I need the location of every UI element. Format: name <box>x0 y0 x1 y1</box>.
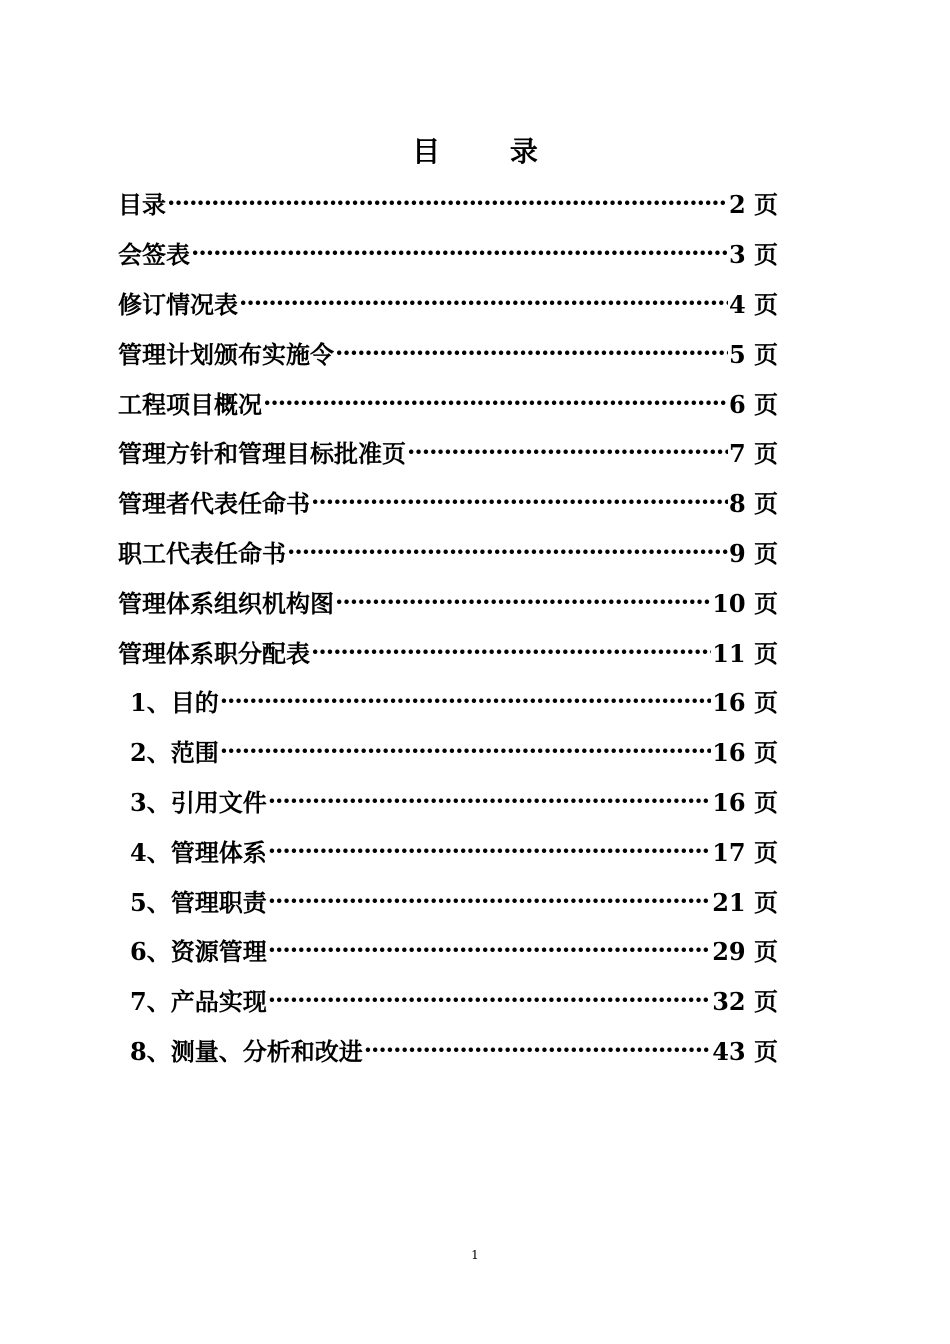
toc-entry-label: 7、产品实现 <box>130 987 267 1017</box>
toc-entry[interactable] <box>118 925 778 975</box>
toc-entry-page: 6 页 <box>728 389 778 419</box>
toc-entry-page: 17 页 <box>712 837 778 867</box>
toc-dot-leader <box>268 985 712 1014</box>
toc-entry[interactable] <box>118 427 778 477</box>
toc-entry[interactable] <box>118 377 778 427</box>
toc-entry-page: 43 页 <box>712 1036 778 1066</box>
toc-entry-page: 10 页 <box>712 588 778 618</box>
toc-entry[interactable] <box>118 776 778 826</box>
toc-dot-leader <box>407 437 728 466</box>
toc-entry-label: 管理者代表任命书 <box>118 489 310 519</box>
toc-entry-label: 3、引用文件 <box>130 787 267 817</box>
toc-entry-page: 3 页 <box>728 240 778 270</box>
toc-entry[interactable] <box>118 875 778 925</box>
toc-entry-label: 管理体系职分配表 <box>118 638 310 668</box>
toc-entry[interactable] <box>118 477 778 527</box>
toc-dot-leader <box>239 288 728 317</box>
toc-entry-label: 会签表 <box>118 240 190 270</box>
toc-entry[interactable] <box>118 676 778 726</box>
toc-dot-leader <box>335 587 711 616</box>
toc-entry[interactable] <box>118 825 778 875</box>
toc-entry[interactable] <box>118 527 778 577</box>
table-of-contents <box>118 178 778 1074</box>
toc-entry[interactable] <box>118 975 778 1025</box>
toc-dot-leader <box>335 338 728 367</box>
toc-entry-page: 16 页 <box>712 688 778 718</box>
toc-dot-leader <box>220 736 712 765</box>
toc-dot-leader <box>167 188 728 217</box>
toc-entry-page: 8 页 <box>728 489 778 519</box>
toc-entry[interactable] <box>118 576 778 626</box>
toc-entry-label: 修订情况表 <box>118 289 238 319</box>
toc-dot-leader <box>311 637 711 666</box>
toc-entry-label: 8、测量、分析和改进 <box>130 1036 363 1066</box>
toc-entry-label: 管理计划颁布实施令 <box>118 339 334 369</box>
toc-dot-leader <box>263 388 728 417</box>
toc-dot-leader <box>287 537 728 566</box>
toc-entry[interactable] <box>118 178 778 228</box>
toc-entry-page: 29 页 <box>712 937 778 967</box>
toc-dot-leader <box>268 935 712 964</box>
toc-dot-leader <box>268 836 712 865</box>
page-title: 目 录 <box>412 135 568 168</box>
toc-dot-leader <box>364 1035 712 1064</box>
toc-entry-label: 5、管理职责 <box>130 887 267 917</box>
toc-entry-label: 管理方针和管理目标批准页 <box>118 439 406 469</box>
toc-dot-leader <box>268 786 712 815</box>
toc-entry-label: 职工代表任命书 <box>118 538 286 568</box>
toc-entry-page: 5 页 <box>728 339 778 369</box>
toc-entry-label: 管理体系组织机构图 <box>118 588 334 618</box>
toc-entry-page: 4 页 <box>728 289 778 319</box>
toc-entry[interactable] <box>118 726 778 776</box>
toc-dot-leader <box>191 238 728 267</box>
toc-entry-label: 4、管理体系 <box>130 837 267 867</box>
toc-entry-page: 21 页 <box>712 887 778 917</box>
toc-entry-page: 16 页 <box>712 738 778 768</box>
toc-dot-leader <box>268 886 712 915</box>
toc-entry-label: 1、目的 <box>130 688 219 718</box>
toc-entry[interactable] <box>118 626 778 676</box>
toc-entry-label: 2、范围 <box>130 738 219 768</box>
toc-entry-page: 32 页 <box>712 987 778 1017</box>
toc-entry-label: 6、资源管理 <box>130 937 267 967</box>
toc-entry-page: 11 页 <box>712 638 778 668</box>
toc-entry-page: 16 页 <box>712 787 778 817</box>
toc-entry-page: 2 页 <box>728 190 778 220</box>
toc-entry[interactable] <box>118 1025 778 1075</box>
toc-entry-label: 目录 <box>118 190 166 220</box>
toc-dot-leader <box>311 487 728 516</box>
toc-entry[interactable] <box>118 228 778 278</box>
toc-entry-page: 9 页 <box>728 538 778 568</box>
toc-entry-page: 7 页 <box>728 439 778 469</box>
toc-entry-label: 工程项目概况 <box>118 389 262 419</box>
page-number: 1 <box>471 1248 479 1262</box>
toc-entry[interactable] <box>118 278 778 328</box>
toc-dot-leader <box>220 686 712 715</box>
toc-entry[interactable] <box>118 327 778 377</box>
